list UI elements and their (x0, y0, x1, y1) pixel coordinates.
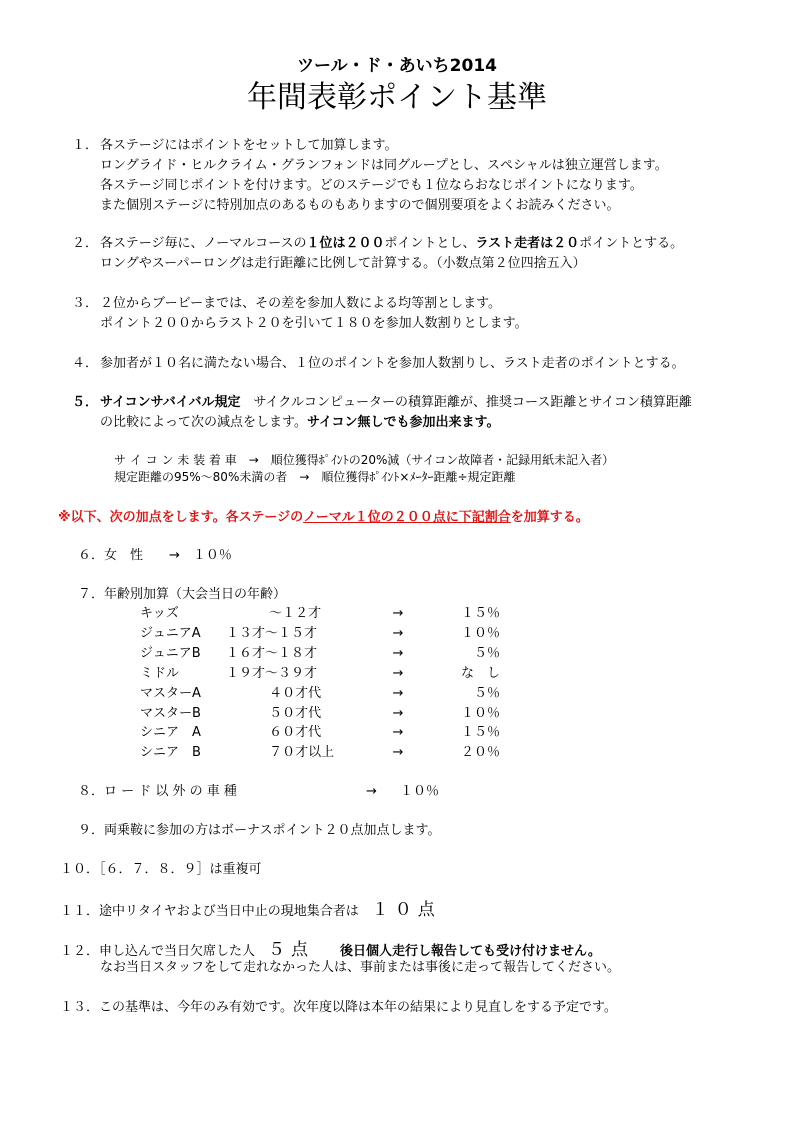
item-1-line: ロングライド・ヒルクライム・グランフォンドは同グループとし、スペシャルは独立運営します。 (100, 158, 668, 173)
age-bonus-table (140, 604, 500, 763)
arrow: → (392, 745, 404, 761)
table-row (140, 704, 500, 724)
bonus-note: ※以下、次の加点をします。各ステージのノーマル１位の２００点に下記割合を加算する。 (58, 510, 589, 525)
item-12-points: ５点 (268, 940, 315, 960)
item-1-number: １． (72, 138, 99, 153)
bonus-percent: １０％ (460, 625, 500, 641)
age-category: ジュニアB (140, 645, 201, 661)
bonus-percent: ５％ (473, 645, 500, 661)
item-1-line: 各ステージにはポイントをセットして加算します。 (100, 138, 398, 153)
item-5-line-1: サイコンサバイバル規定 サイクルコンピューターの積算距離が、推奨コース距離とサイコン積算距離 (100, 395, 692, 410)
item-11-points: １０点 (371, 900, 441, 920)
document-title: 年間表彰ポイント基準 (247, 80, 547, 115)
arrow: → (392, 705, 404, 721)
age-range: １９才～３９才 (226, 665, 318, 681)
arrow: → (392, 725, 404, 741)
age-category: シニア B (140, 745, 201, 761)
arrow: → (392, 606, 404, 621)
item-4-line-1: 参加者が１０名に満たない場合、１位のポイントを参加人数割りし、ラスト走者のポイントとする。 (100, 356, 685, 371)
age-category: ミドル (140, 665, 180, 681)
bonus-percent: １５％ (460, 606, 500, 621)
item-6: ６．女 性 → １０％ (78, 548, 232, 563)
item-5-rule-1: サ イ コ ン 未 装 着 車 → 順位獲得ﾎﾟｲﾝﾄの20%減（サイコン故障者・記録用紙未記入者） (114, 453, 615, 467)
bonus-percent: な し (460, 665, 500, 681)
item-5-number: ５． (72, 395, 99, 410)
item-13: １３．この基準は、今年のみ有効です。次年度以降は本年の結果により見直しをする予定です。 (60, 1000, 617, 1015)
age-range: ～１２才 (226, 606, 322, 621)
table-row (140, 644, 500, 664)
item-8-arrow: → (366, 784, 377, 799)
age-category: ジュニアA (140, 625, 201, 641)
item-10: １０．［６．７．８．９］は重複可 (60, 862, 262, 877)
item-3-line-1: ２位からブービーまでは、その差を参加人数による均等割とします。 (100, 296, 502, 311)
arrow: → (392, 665, 404, 681)
item-3-line-2: ポイント２００からラスト２０を引いて１８０を参加人数割りとします。 (100, 316, 528, 331)
item-12-line-2: なお当日スタッフをして走れなかった人は、事前または事後に走って報告してください。 (100, 960, 621, 975)
age-category: キッズ (140, 606, 179, 621)
age-range: ７０才以上 (226, 745, 335, 761)
item-3-number: ３． (72, 296, 99, 311)
arrow: → (392, 685, 404, 701)
arrow: → (392, 625, 404, 641)
item-5-line-2: の比較によって次の減点をします。サイコン無しでも参加出来ます。 (100, 415, 500, 430)
item-12-line-1: １２．申し込んで当日欠席した人 ５点 後日個人走行し報告しても受け付けません。 (60, 940, 601, 960)
item-5-rule-2: 規定距離の95%～80%未満の者 → 順位獲得ﾎﾟｲﾝﾄ×ﾒｰﾀｰ距離÷規定距離 (114, 470, 516, 484)
item-8-label: ８．ロ ー ド 以 外 の 車 種 (78, 784, 237, 799)
table-row (140, 624, 500, 644)
age-category: マスターB (140, 705, 201, 721)
table-row (140, 684, 500, 704)
age-range: １６才～１８才 (226, 645, 318, 661)
item-9: ９．両乗鞍に参加の方はボーナスポイント２０点加点します。 (78, 823, 441, 838)
item-8-percent: １０％ (400, 784, 440, 799)
bonus-percent: １０％ (460, 705, 500, 721)
item-1-line: 各ステージ同じポイントを付けます。どのステージでも１位ならおなじポイントになります。 (100, 178, 643, 193)
item-7-heading: ７．年齢別加算（大会当日の年齢） (78, 587, 287, 602)
item-4-number: ４． (72, 356, 99, 371)
age-range: ６０才代 (226, 725, 322, 741)
arrow: → (392, 645, 404, 661)
document-subtitle: ツール・ド・あいち2014 (297, 56, 497, 76)
item-2-line-1: 各ステージ毎に、ノーマルコースの１位は２００ポイントとし、ラスト走者は２０ポイントとする。 (100, 236, 684, 251)
table-row (140, 743, 500, 763)
age-category: マスターA (140, 685, 201, 701)
age-range: ４０才代 (226, 685, 322, 701)
age-range: ５０才代 (226, 705, 322, 721)
age-category: シニア A (140, 725, 201, 741)
item-2-line-2: ロングやスーパーロングは走行距離に比例して計算する。（小数点第２位四捨五入） (100, 256, 586, 271)
bonus-percent: ２０％ (460, 745, 500, 761)
item-11: １１．途中リタイヤおよび当日中止の現地集合者は １０点 (60, 900, 441, 920)
bonus-percent: ５％ (473, 685, 500, 701)
bonus-percent: １５％ (460, 725, 500, 741)
table-row (140, 604, 500, 624)
table-row (140, 723, 500, 743)
item-1-line: また個別ステージに特別加点のあるものもありますので個別要項をよくお読みください。 (100, 198, 620, 213)
table-row (140, 664, 500, 684)
age-range: １３才～１５才 (226, 625, 318, 641)
item-2-number: ２． (72, 236, 99, 251)
